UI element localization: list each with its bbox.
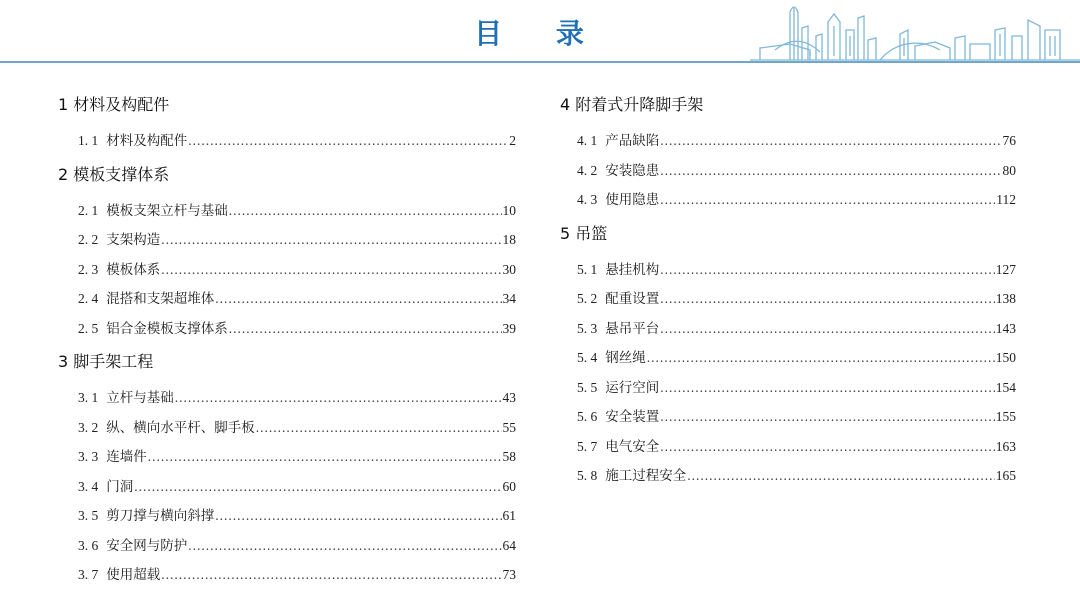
toc-leader-dots [256, 413, 502, 443]
toc-entry-label: 连墙件 [106, 449, 147, 465]
toc-entry-page: 138 [995, 291, 1016, 306]
toc-entry-page: 34 [502, 291, 516, 306]
toc-entry-label: 模板支架立杆与基础 [106, 202, 228, 219]
toc-entry-number: 3. 5 [78, 508, 99, 523]
toc-entry[interactable] [58, 383, 516, 413]
toc-entry[interactable] [58, 442, 516, 472]
toc-entry-number: 4. 3 [577, 192, 598, 207]
toc-entry[interactable] [560, 185, 1016, 215]
toc-leader-dots [215, 284, 501, 314]
toc-entry-label: 门洞 [106, 478, 134, 495]
toc-entry-label: 支架构造 [106, 232, 161, 248]
toc-entry[interactable] [560, 156, 1016, 186]
toc-entry-number: 5. 2 [577, 291, 598, 306]
toc-entry-label: 产品缺陷 [605, 133, 660, 149]
toc-entry[interactable] [58, 501, 516, 531]
toc-entry-number: 4. 2 [577, 162, 598, 178]
toc-entry[interactable] [58, 531, 516, 561]
toc-entry[interactable] [58, 225, 516, 255]
toc-entry[interactable] [560, 284, 1016, 314]
toc-entry-page: 58 [502, 449, 516, 464]
toc-entry-number: 5. 8 [577, 468, 598, 483]
toc-entry-number: 3. 7 [78, 567, 99, 582]
toc-entry-page: 55 [502, 419, 516, 435]
toc-entry-label: 钢丝绳 [605, 350, 646, 366]
toc-leader-dots [660, 373, 995, 403]
toc-entry-label: 电气安全 [605, 438, 660, 455]
toc-leader-dots [660, 432, 995, 462]
toc-leader-dots [660, 284, 995, 314]
toc-entry-label: 铝合金模板支撑体系 [106, 320, 228, 337]
toc-entry-page: 10 [502, 202, 516, 218]
toc-entry-label: 模板体系 [106, 261, 161, 278]
toc-leader-dots [215, 501, 501, 531]
toc-section-heading[interactable]: 4 附着式升降脚手架 [560, 95, 704, 114]
toc-leader-dots [188, 126, 508, 156]
city-skyline-icon [750, 0, 1080, 64]
toc-entry-number: 2. 2 [78, 232, 99, 247]
toc-entry-label: 运行空间 [605, 379, 660, 396]
toc-leader-dots [175, 383, 502, 413]
toc-entry-page: 163 [995, 438, 1016, 454]
toc-left-column [58, 88, 516, 590]
page-title: 目 录 [474, 17, 606, 50]
toc-entry-number: 5. 4 [577, 350, 598, 365]
toc-leader-dots [660, 314, 995, 344]
toc-entry[interactable] [560, 314, 1016, 344]
toc-leader-dots [660, 402, 995, 432]
toc-entry-number: 3. 2 [78, 419, 99, 435]
toc-entry-page: 143 [995, 320, 1016, 336]
toc-entry-label: 混搭和支架超堆体 [106, 291, 215, 307]
toc-entry-number: 3. 1 [78, 390, 99, 405]
toc-leader-dots [161, 255, 501, 285]
toc-entry[interactable] [58, 472, 516, 502]
toc-entry[interactable] [58, 314, 516, 344]
page-header [0, 0, 1080, 70]
toc-leader-dots [660, 156, 1001, 186]
toc-entry[interactable] [58, 560, 516, 590]
header-rule [0, 61, 1080, 63]
toc-entry-number: 5. 3 [577, 320, 598, 336]
toc-entry-number: 1. 1 [78, 133, 99, 148]
toc-entry[interactable] [560, 255, 1016, 285]
toc-leader-dots [647, 343, 995, 373]
toc-entry-label: 安全装置 [605, 409, 660, 425]
toc-leader-dots [229, 314, 502, 344]
toc-entry-page: 150 [995, 350, 1016, 365]
toc-entry-label: 使用隐患 [605, 192, 660, 208]
toc-leader-dots [188, 531, 501, 561]
toc-entry-number: 2. 5 [78, 320, 99, 336]
toc-leader-dots [161, 560, 501, 590]
toc-entry-page: 127 [995, 261, 1016, 277]
toc-entry-label: 施工过程安全 [605, 468, 687, 484]
toc-entry-page: 2 [509, 133, 516, 148]
toc-entry-page: 61 [502, 508, 516, 523]
toc-entry-page: 64 [502, 537, 516, 553]
toc-leader-dots [148, 442, 502, 472]
toc-entry-number: 5. 7 [577, 438, 598, 454]
toc-entry-number: 5. 6 [577, 409, 598, 424]
toc-entry-label: 材料及构配件 [106, 133, 188, 149]
toc-entry-page: 80 [1002, 162, 1016, 178]
toc-entry-page: 43 [502, 390, 516, 405]
toc-entry-label: 剪刀撑与横向斜撑 [106, 508, 215, 524]
toc-entry[interactable] [58, 196, 516, 226]
toc-leader-dots [134, 472, 501, 502]
toc-entry-page: 154 [995, 379, 1016, 395]
toc-entry-number: 5. 1 [577, 261, 598, 277]
toc-entry-number: 2. 1 [78, 202, 99, 218]
toc-entry-page: 18 [502, 232, 516, 247]
toc-entry-label: 使用超载 [106, 567, 161, 583]
toc-entry-label: 悬吊平台 [605, 320, 660, 337]
toc-entry-page: 60 [502, 478, 516, 494]
toc-entry-label: 立杆与基础 [106, 390, 174, 406]
toc-entry-label: 纵、横向水平杆、脚手板 [106, 419, 255, 436]
toc-entry[interactable] [560, 402, 1016, 432]
toc-entry[interactable] [58, 255, 516, 285]
toc-entry-page: 73 [502, 567, 516, 582]
toc-entry-page: 30 [502, 261, 516, 277]
toc-entry[interactable] [560, 343, 1016, 373]
toc-entry[interactable] [58, 284, 516, 314]
toc-section-heading[interactable]: 3 脚手架工程 [58, 352, 154, 371]
toc-section-heading[interactable]: 5 吊篮 [560, 223, 608, 243]
toc-entry[interactable] [560, 126, 1016, 156]
toc-entry-number: 4. 1 [577, 133, 598, 148]
toc-leader-dots [229, 196, 502, 226]
toc-entry-number: 3. 3 [78, 449, 99, 464]
toc-entry-label: 安全网与防护 [106, 537, 188, 554]
toc-entry-number: 2. 4 [78, 291, 99, 306]
toc-entry-page: 155 [995, 409, 1016, 424]
toc-entry[interactable] [560, 432, 1016, 462]
toc-entry[interactable] [560, 461, 1016, 491]
toc-section-heading[interactable]: 2 模板支撑体系 [58, 164, 170, 184]
toc-section-heading[interactable]: 1 材料及构配件 [58, 95, 170, 114]
toc-entry-number: 5. 5 [577, 379, 598, 395]
toc-entry-number: 2. 3 [78, 261, 99, 277]
toc-entry[interactable] [58, 413, 516, 443]
toc-entry-label: 配重设置 [605, 291, 660, 307]
toc-entry-page: 112 [996, 192, 1016, 207]
toc-right-column [560, 88, 1016, 491]
toc-leader-dots [660, 185, 995, 215]
toc-entry[interactable] [560, 373, 1016, 403]
toc-leader-dots [660, 255, 995, 285]
toc-leader-dots [161, 225, 501, 255]
toc-entry-page: 165 [995, 468, 1016, 483]
toc-entry-number: 3. 4 [78, 478, 99, 494]
toc-entry[interactable] [58, 126, 516, 156]
toc-entry-page: 39 [502, 320, 516, 336]
toc-leader-dots [660, 126, 1001, 156]
toc-entry-label: 悬挂机构 [605, 261, 660, 278]
toc-entry-page: 76 [1002, 133, 1016, 148]
toc-entry-number: 3. 6 [78, 537, 99, 553]
toc-leader-dots [687, 461, 995, 491]
toc-entry-label: 安装隐患 [605, 162, 660, 179]
